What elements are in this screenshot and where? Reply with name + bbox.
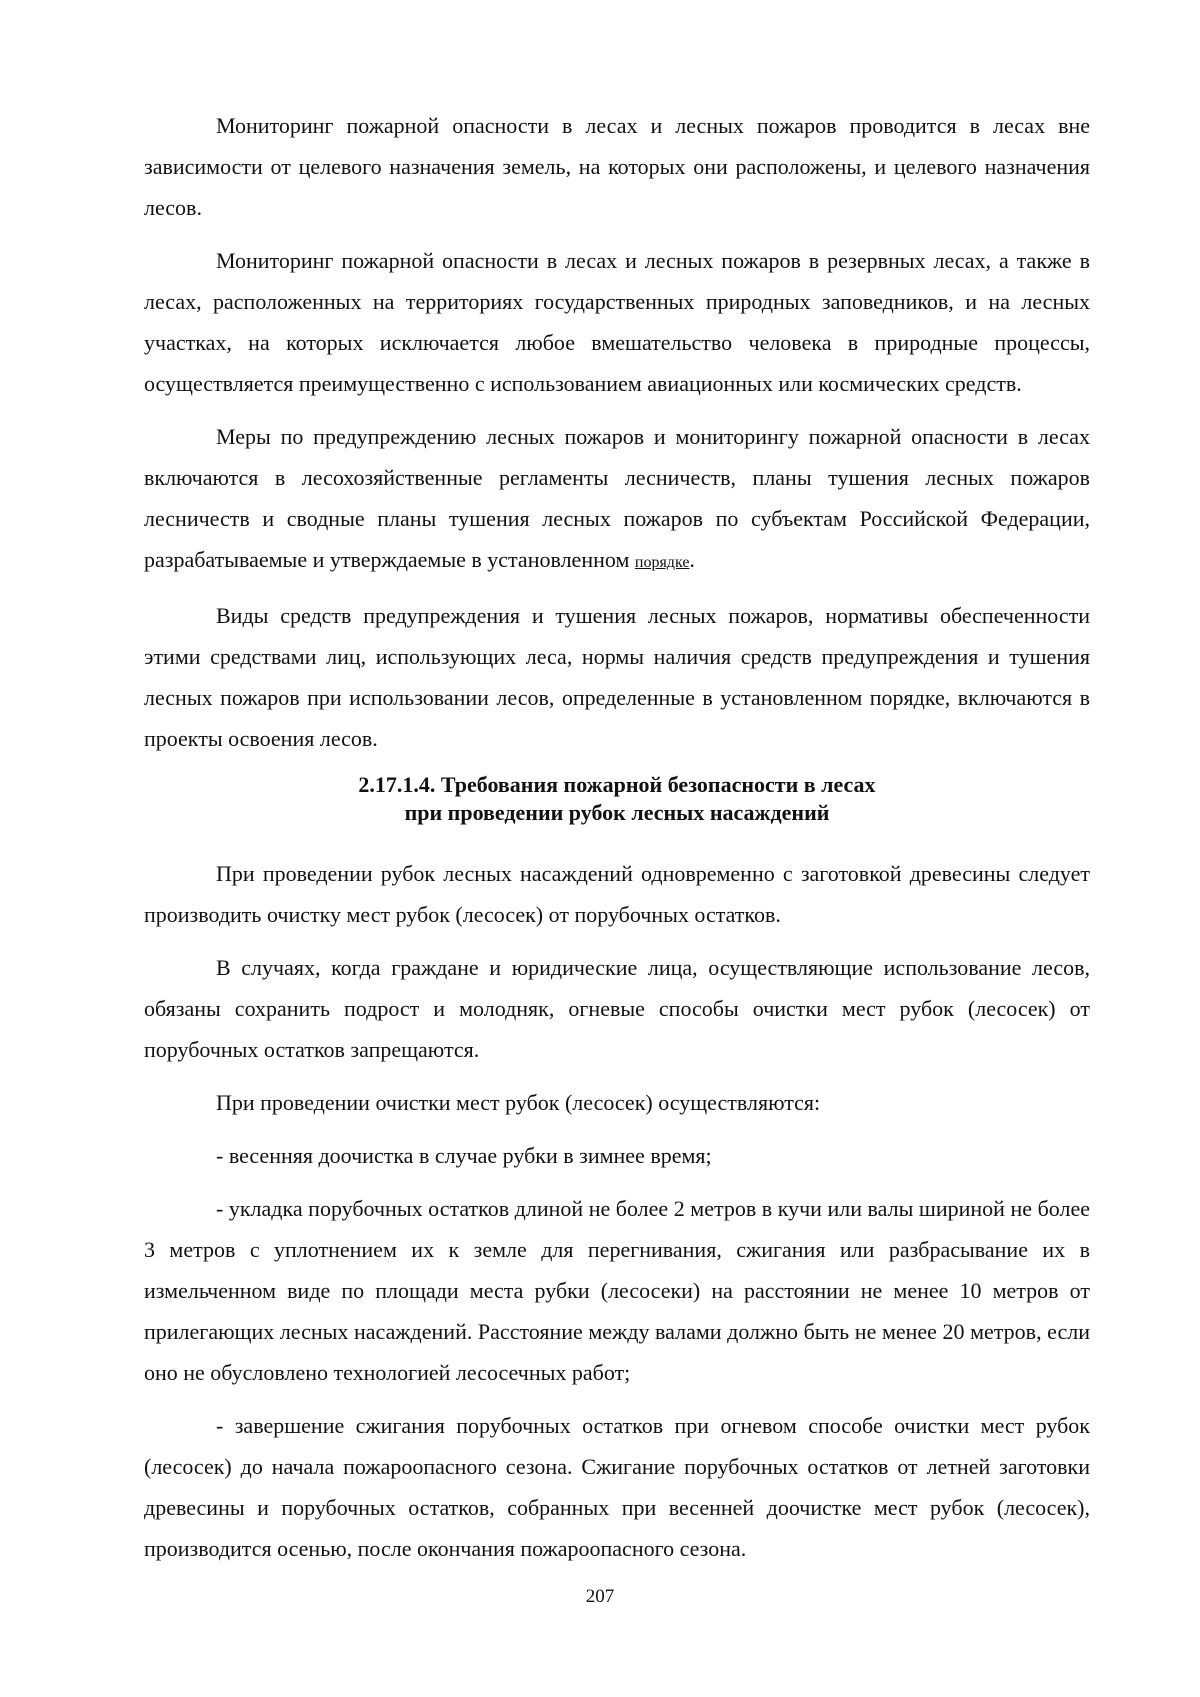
paragraph-text: Меры по предупреждению лесных пожаров и мониторингу пожарной опасности в лесах включаются в лесохозяйственные регламенты лесничеств, планы тушения лесных пожаров лесничеств и сводные планы тушения лесных пожаров по субъектам Российской Федерации, разрабатываемые и утверждаемые в установленном (144, 424, 1090, 572)
paragraph: При проведении рубок лесных насаждений одновременно с заготовкой древесины следует производить очистку мест рубок (лесосек) от порубочных остатков. (144, 861, 1090, 927)
document-page (144, 105, 1090, 1581)
list-item: - завершение сжигания порубочных остатков при огневом способе очистки мест рубок (лесосек) до начала пожароопасного сезона. Сжигание порубочных остатков от летней заготовки древесины и порубочных остатков, собранных при весенней доочистке мест рубок (лесосек), производится осенью, после окончания пожароопасного сезона. (144, 1413, 1090, 1561)
paragraph: В случаях, когда граждане и юридические лица, осуществляющие использование лесов, обязаны сохранить подрост и молодняк, огневые способы очистки мест рубок (лесосек) от порубочных остатков запрещаются. (144, 955, 1090, 1062)
paragraph-with-link (144, 416, 1090, 583)
paragraph: Мониторинг пожарной опасности в лесах и лесных пожаров в резервных лесах, а также в лесах, расположенных на территориях государственных природных заповедников, и на лесных участках, на которых исключается любое вмешательство человека в природные процессы, осуществляется преимущественно с использованием авиационных или космических средств. (144, 248, 1090, 396)
section-heading (144, 771, 1090, 827)
paragraph: При проведении очистки мест рубок (лесосек) осуществляются: (216, 1090, 821, 1115)
paragraph-tail: . (689, 547, 695, 572)
reference-link[interactable]: порядке (634, 554, 690, 571)
paragraph: Виды средств предупреждения и тушения лесных пожаров, нормативы обеспеченности этими средствами лиц, использующих леса, нормы наличия средств предупреждения и тушения лесных пожаров при использовании лесов, определенные в установленном порядке, включаются в проекты освоения лесов. (144, 603, 1090, 751)
section-heading-line-1: 2.17.1.4. Требования пожарной безопасности в лесах (358, 772, 876, 797)
page-number: 207 (585, 1586, 615, 1607)
paragraph: Мониторинг пожарной опасности в лесах и лесных пожаров проводится в лесах вне зависимости от целевого назначения земель, на которых они расположены, и целевого назначения лесов. (144, 113, 1090, 220)
list-item: - весенняя доочистка в случае рубки в зимнее время; (216, 1143, 712, 1168)
section-heading-line-2: при проведении рубок лесных насаждений (404, 800, 830, 825)
list-item: - укладка порубочных остатков длиной не более 2 метров в кучи или валы шириной не более 3 метров с уплотнением их к земле для перегнивания, сжигания или разбрасывание их в измельченном виде по площади места рубки (лесосеки) на расстоянии не менее 10 метров от прилегающих лесных насаждений. Расстояние между валами должно быть не менее 20 метров, если оно не обусловлено технологией лесосечных работ; (144, 1196, 1090, 1385)
